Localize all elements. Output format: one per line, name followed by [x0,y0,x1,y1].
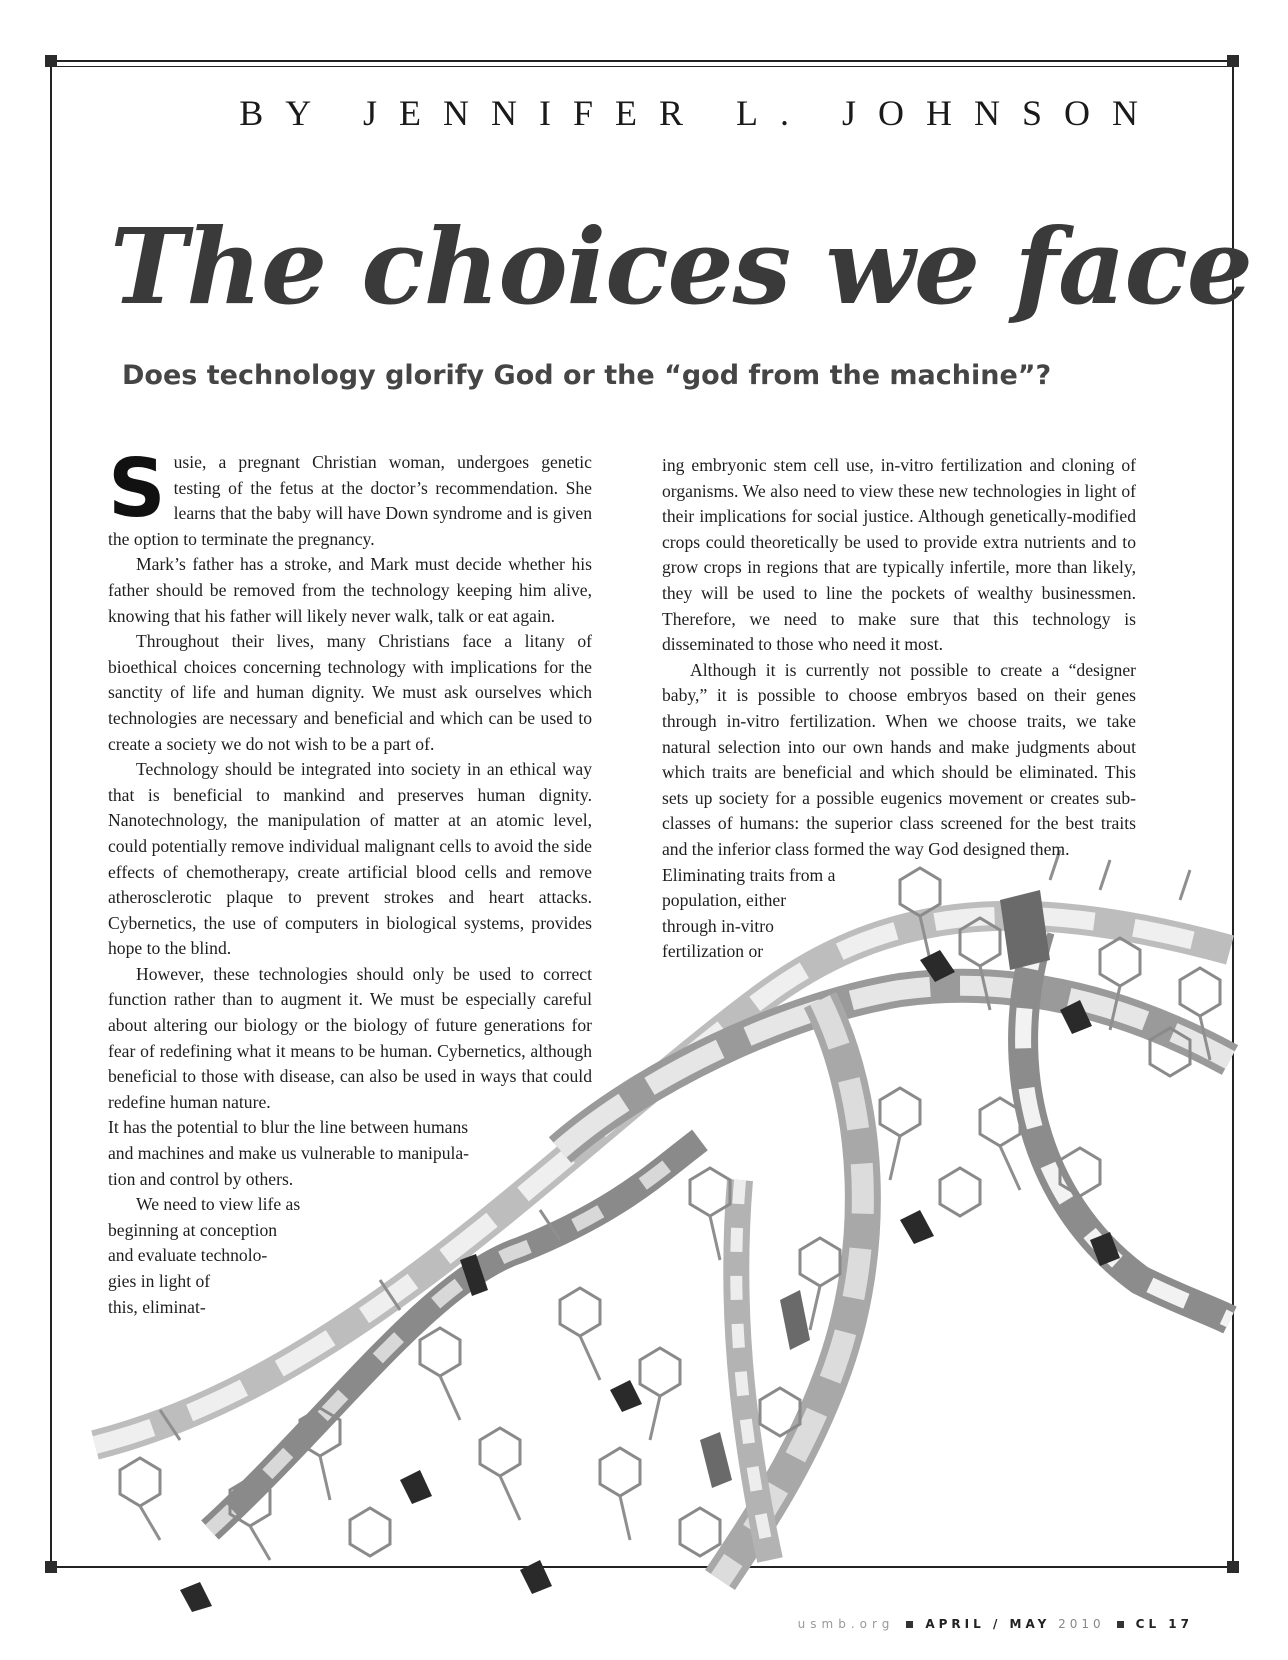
paragraph-mark: Mark’s father has a stroke, and Mark must decide whether his father should be removed from the technology keeping him alive, knowing that his father will likely never walk, talk or eat again. [108,554,592,626]
paragraph-life-conception [108,1192,592,1320]
footer-issue: APRIL / MAY [925,1617,1051,1631]
text-line: this, eliminat- [108,1296,206,1317]
text-line: fertilization or [662,941,764,962]
frame-left-rule [50,60,52,1570]
paragraph-designer-baby: Although it is currently not possible to create a “designer baby,” it is possible to choose embryos based on their genes through in-vitro fertilization. When we choose traits, we take natural selection into our own hands and make judgments about which traits are beneficial and which should be eliminated. This sets up society for a possible eugenics movement or creates sub-classes of humans: the superior class screened for the best traits and the inferior class formed the way God designed them. [662,659,1136,859]
text-line: gies in light of [108,1271,211,1291]
drop-cap: S [108,442,166,535]
text-line: through in-vitro [662,915,774,936]
paragraph-ethical-integration: Technology should be integrated into society in an ethical way that is beneficial to mankind and preserves human dignity. Nanotechnology, the manipulation of matter at an atomic level, could potentially remove individual malignant cells to avoid the side effects of chemotherapy, create artificial blood cells and remove atherosclerotic plaque to prevent strokes and heart attacks. Cybernetics, the use of computers in biological systems, provides hope to the blind. [108,759,592,959]
paragraph-correct-function: However, these technologies should only be used to correct function rather than to augment it. We must be especially careful about altering our biology or the biology of future generations for fear of redefining what it means to be human. Cybernetics, although beneficial to those with disease, can also be used in ways that could redefine human nature. [108,963,592,1112]
paragraph-bioethical-choices: Throughout their lives, many Christians face a litany of bioethical choices concerning technology with implications for the sanctity of life and human dignity. We must ask ourselves which technologies are necessary and beneficial and which can be used to create a society we do not wish to be a part of. [108,631,592,754]
frame-corner-bottom-left [45,1561,57,1573]
frame-bottom-rule [46,1566,1236,1568]
footer-site: usmb.org [797,1617,895,1631]
text-line: and evaluate technolo- [108,1245,268,1266]
frame-corner-top-right [1227,55,1239,67]
paragraph-text: usie, a pregnant Christian woman, undergoes genetic testing of the fetus at the doctor’s recommendation. She learns that the baby will have Down syndrome and is given the option to terminate the pregnancy. [108,452,592,549]
footer-square-bullet [906,1621,913,1628]
frame-top-rule-inner [52,66,1230,67]
text-line: and machines and make us vulnerable to manipula- [108,1143,470,1164]
footer-page-number: CL 17 [1135,1617,1193,1631]
frame-top-rule [46,60,1236,62]
frame-corner-top-left [45,55,57,67]
frame-corner-bottom-right [1227,1561,1239,1573]
footer-square-bullet [1117,1621,1124,1628]
paragraph-blur-line [108,1115,592,1192]
page-footer [798,1617,1193,1631]
text-line: Eliminating traits from a [662,864,836,885]
byline: BY JENNIFER L. JOHNSON [239,93,1160,133]
text-line: population, either [662,890,787,911]
article-title: The choices we face [110,205,1252,328]
text-line: We need to view life as [136,1194,301,1215]
text-line: tion and control by others. [108,1168,294,1189]
article-column-left [108,442,592,1320]
paragraph-embryonic: ing embryonic stem cell use, in-vitro fertilization and cloning of organisms. We also need to view these new technologies in light of their implications for social justice. Although genetically-modified crops could theoretically be used to provide extra nutrients and to grow crops in regions that are typically infertile, more than likely, they will be used to line the pockets of wealthy businessmen. Therefore, we need to make sure that this technology is disseminated to those who need it most. [662,455,1136,655]
text-line: It has the potential to blur the line between humans [108,1117,469,1138]
paragraph-susie [108,442,592,552]
paragraph-eliminating-traits [662,863,1136,965]
text-line: beginning at conception [108,1219,278,1240]
article-subtitle: Does technology glorify God or the “god from the machine”? [122,360,1052,391]
article-column-right [662,453,1136,965]
footer-year: 2010 [1058,1617,1105,1631]
